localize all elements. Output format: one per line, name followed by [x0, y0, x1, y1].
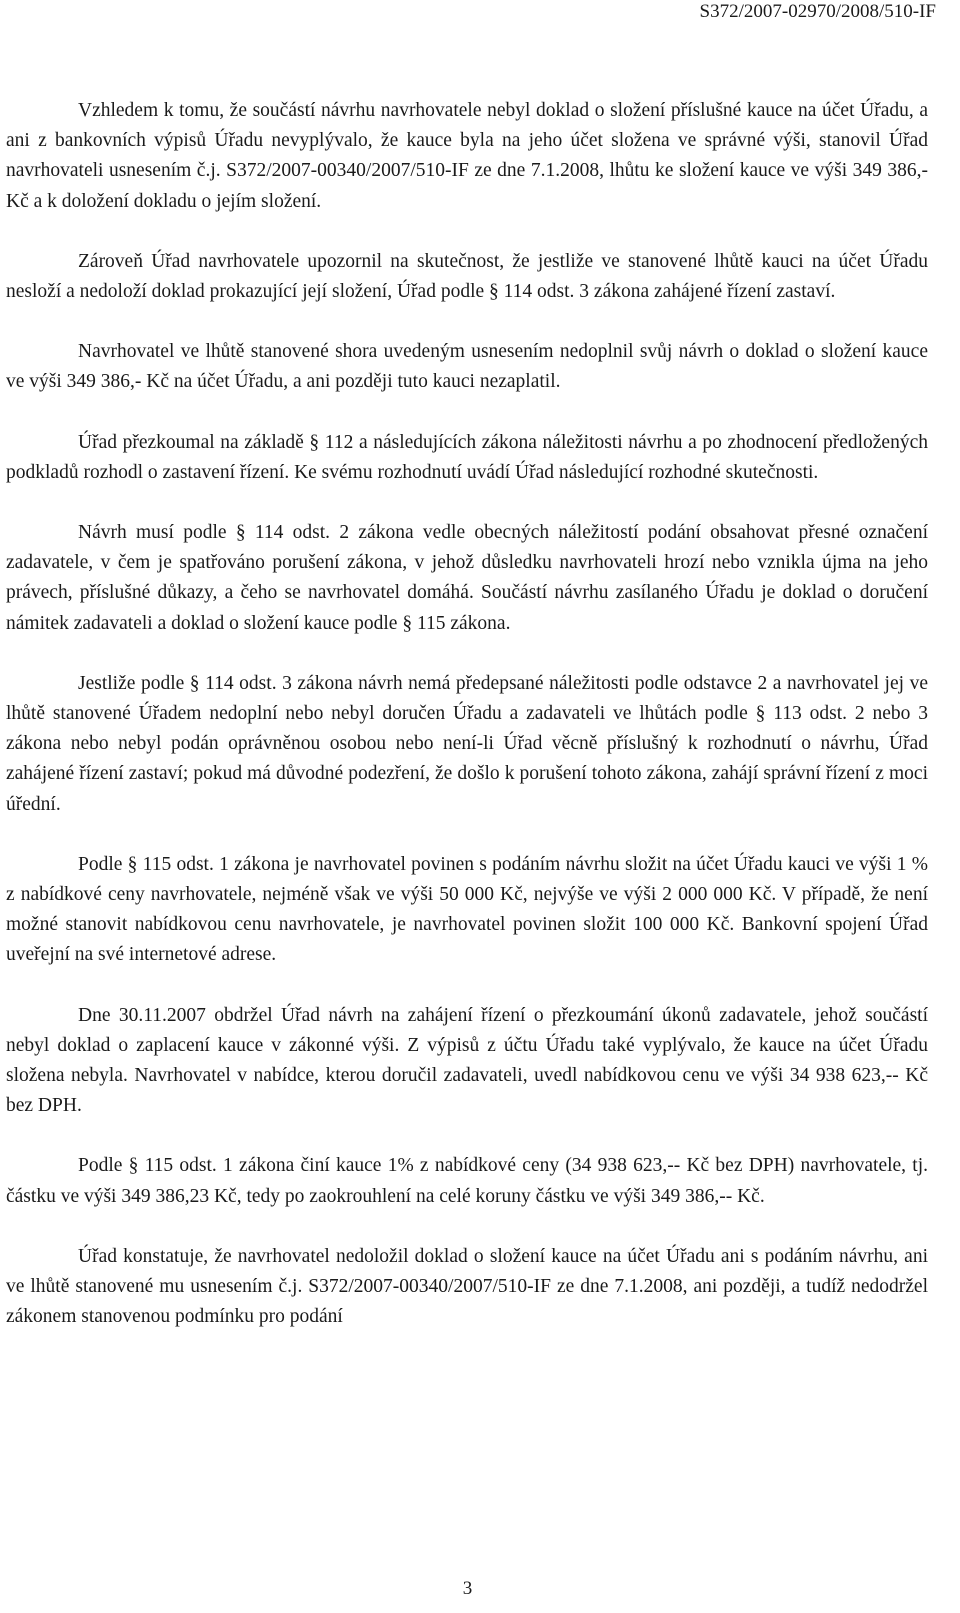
paragraph-10: Úřad konstatuje, že navrhovatel nedoložil doklad o složení kauce na účet Úřadu ani s podáním návrhu, ani ve lhůtě stanovené mu usnesením č.j. S372/2007-00340/2007/510-IF ze dne 7.1.2008, ani později, a tudíž nedodržel zákonem stanovenou podmínku pro podání	[6, 1245, 928, 1328]
paragraph-7: Podle § 115 odst. 1 zákona je navrhovatel povinen s podáním návrhu složit na účet Úřadu kauci ve výši 1 % z nabídkové ceny navrhovatele, nejméně však ve výši 50 000 Kč, nejvýše ve výši 2 000 000 Kč. V případě, že není možné stanovit nabídkovou cenu navrhovatele, je navrhovatel povinen složit 100 000 Kč. Bankovní spojení Úřad uveřejní na své internetové adrese.	[6, 853, 928, 966]
document-body	[6, 96, 928, 1363]
paragraph-6: Jestliže podle § 114 odst. 3 zákona návrh nemá předepsané náležitosti podle odstavce 2 a navrhovatel jej ve lhůtě stanovené Úřadem nedoplní nebo nebyl doručen Úřadu a zadavateli ve lhůtách podle § 113 odst. 2 nebo 3 zákona nebo nebyl podán oprávněnou osobou nebo není-li Úřad věcně příslušný k rozhodnutí o návrhu, Úřad zahájené řízení zastaví; pokud má důvodné podezření, že došlo k porušení tohoto zákona, zahájí správní řízení z moci úřední.	[6, 672, 928, 815]
paragraph-1: Vzhledem k tomu, že součástí návrhu navrhovatele nebyl doklad o složení příslušné kauce na účet Úřadu, a ani z bankovních výpisů Úřadu nevyplývalo, že kauce byla na jeho účet složena ve správné výši, stanovil Úřad navrhovateli usnesením č.j. S372/2007-00340/2007/510-IF ze dne 7.1.2008, lhůtu ke složení kauce ve výši 349 386,- Kč a k doložení dokladu o jejím složení.	[6, 100, 928, 212]
paragraph-8: Dne 30.11.2007 obdržel Úřad návrh na zahájení řízení o přezkoumání úkonů zadavatele, jehož součástí nebyl doklad o zaplacení kauce v zákonné výši. Z výpisů z účtu Úřadu také vyplývalo, že kauce na účet Úřadu složena nebyla. Navrhovatel v nabídce, kterou doručil zadavateli, uvedl nabídkovou cenu ve výši 34 938 623,-- Kč bez DPH.	[6, 1004, 928, 1117]
paragraph-2: Zároveň Úřad navrhovatele upozornil na skutečnost, že jestliže ve stanovené lhůtě kauci na účet Úřadu nesloží a nedoloží doklad prokazující její složení, Úřad podle § 114 odst. 3 zákona zahájené řízení zastaví.	[6, 250, 928, 303]
paragraph-4: Úřad přezkoumal na základě § 112 a následujících zákona náležitosti návrhu a po zhodnocení předložených podkladů rozhodl o zastavení řízení. Ke svému rozhodnutí uvádí Úřad následující rozhodné skutečnosti.	[6, 431, 928, 483]
document-reference: S372/2007-02970/2008/510-IF	[699, 1, 936, 22]
paragraph-9: Podle § 115 odst. 1 zákona činí kauce 1% z nabídkové ceny (34 938 623,-- Kč bez DPH) navrhovatele, tj. částku ve výši 349 386,23 Kč, tedy po zaokrouhlení na celé koruny částku ve výši 349 386,-- Kč.	[6, 1155, 928, 1207]
paragraph-3: Navrhovatel ve lhůtě stanovené shora uvedeným usnesením nedoplnil svůj návrh o doklad o složení kauce ve výši 349 386,- Kč na účet Úřadu, a ani později tuto kauci nezaplatil.	[6, 341, 928, 393]
paragraph-5: Návrh musí podle § 114 odst. 2 zákona vedle obecných náležitostí podání obsahovat přesné označení zadavatele, v čem je spatřováno porušení zákona, v jehož důsledku navrhovateli hrozí nebo vznikla újma na jeho právech, příslušné důkazy, a čeho se navrhovatel domáhá. Součástí návrhu zasílaného Úřadu je doklad o doručení námitek zadavateli a doklad o složení kauce podle § 115 zákona.	[6, 522, 928, 634]
page-number: 3	[462, 1578, 473, 1599]
